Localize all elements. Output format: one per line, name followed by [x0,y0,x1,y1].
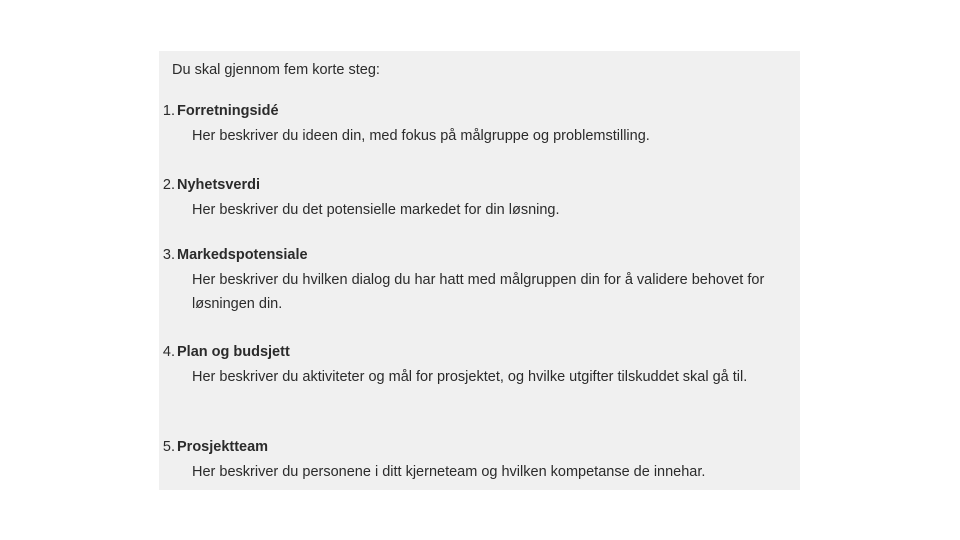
step-title-row [162,175,261,195]
step-number: 5. [162,439,175,455]
step-title-row [162,101,279,121]
step-description: Her beskriver du hvilken dialog du har hatt med målgruppen din for å validere behovet for løsningen din. [192,272,765,312]
step-number: 4. [162,344,175,360]
step-title-row [162,437,269,457]
step-title: Prosjektteam [177,439,269,455]
steps-panel [159,51,800,490]
intro-text: Du skal gjennom fem korte steg: [172,62,380,78]
step-description: Her beskriver du ideen din, med fokus på målgruppe og problemstilling. [192,128,650,144]
step-title: Nyhetsverdi [177,177,261,193]
step-title-row [162,342,290,362]
step-title: Markedspotensiale [177,247,308,263]
step-title: Plan og budsjett [177,344,290,360]
step-number: 1. [162,103,175,119]
step-number: 3. [162,247,175,263]
step-title-row [162,245,308,265]
step-description: Her beskriver du det potensielle markedet for din løsning. [192,202,560,218]
step-description: Her beskriver du aktiviteter og mål for prosjektet, og hvilke utgifter tilskuddet skal gå til. [192,369,748,385]
step-title: Forretningsidé [177,103,279,119]
step-description: Her beskriver du personene i ditt kjerneteam og hvilken kompetanse de innehar. [192,464,706,480]
step-number: 2. [162,177,175,193]
